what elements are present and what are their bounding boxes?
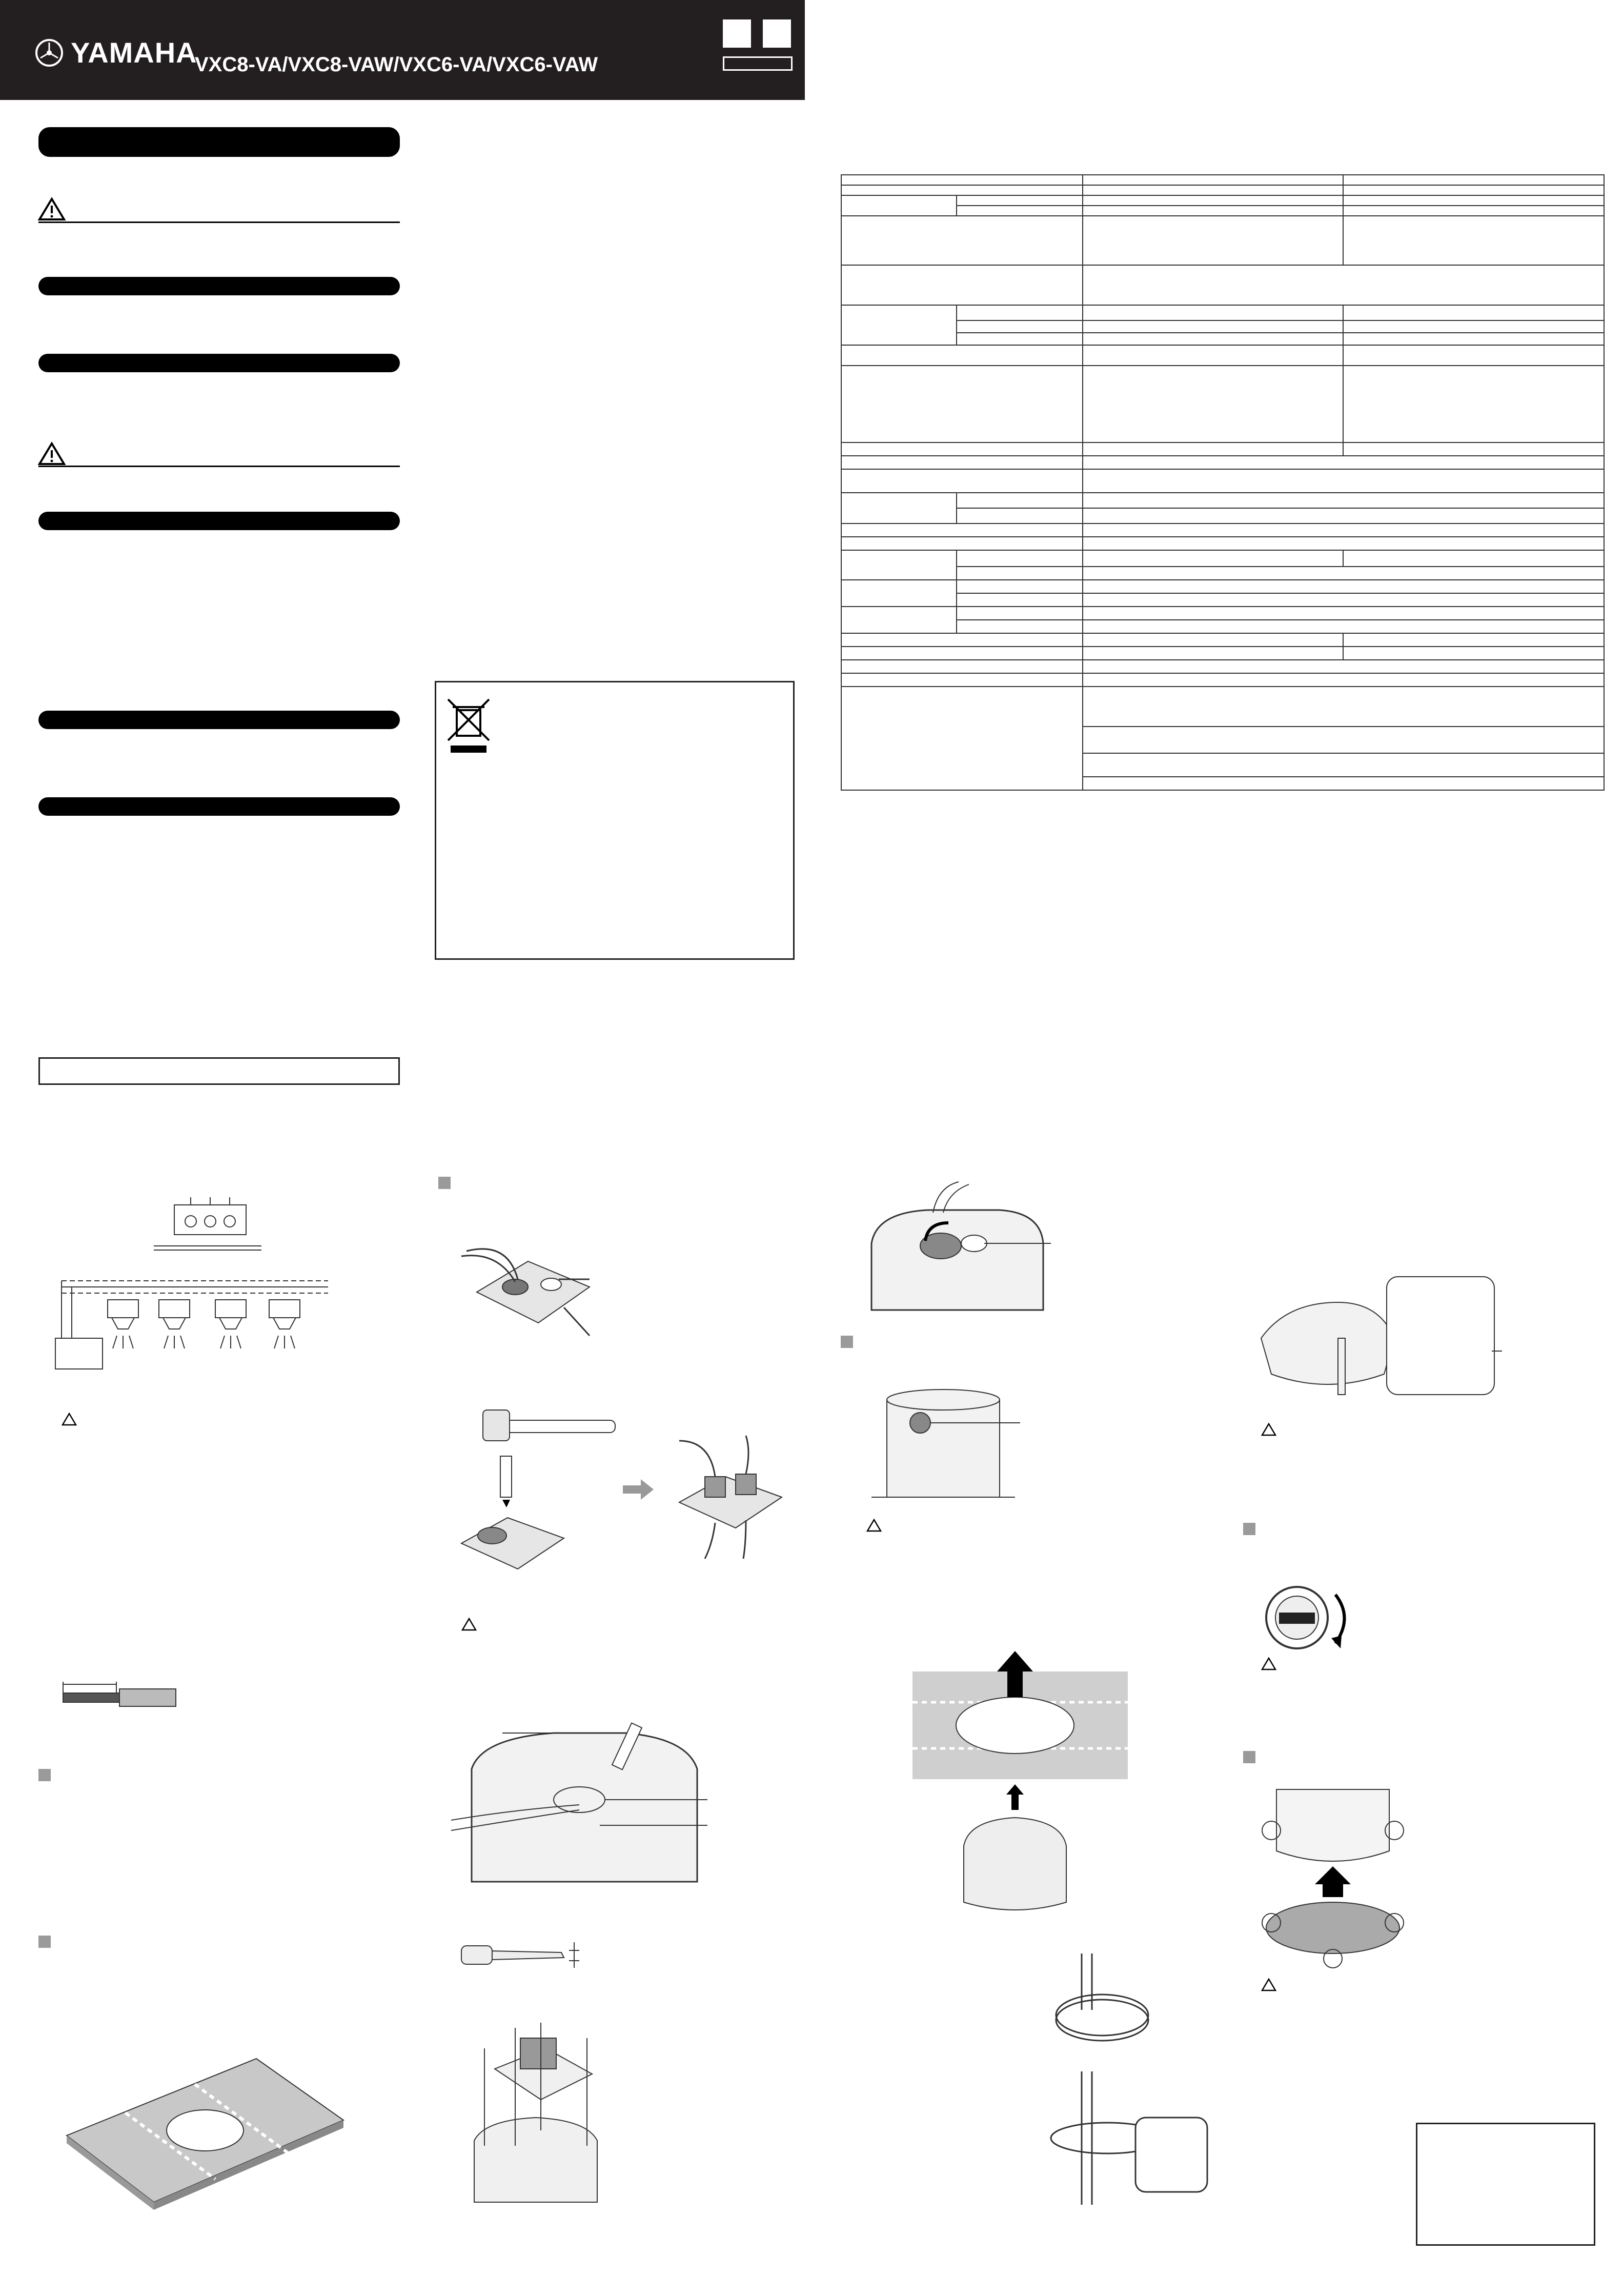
- weee-disposal-box: [435, 681, 795, 960]
- warning-triangle-icon: [1261, 1657, 1276, 1670]
- section-heading-bar-4: [38, 512, 400, 530]
- section-heading-bar-3: [38, 354, 400, 372]
- weee-crossed-bin-icon: [445, 697, 492, 753]
- ceiling-install-figure: [912, 1661, 1128, 1928]
- warning-triangle-icon: [1261, 1978, 1276, 1991]
- section-heading-bar-2: [38, 277, 400, 295]
- arrow-right-icon: [623, 1479, 654, 1500]
- section-heading-bar-6: [38, 797, 400, 816]
- section-square-icon: [841, 1336, 853, 1348]
- speaker-grille-figure: [1246, 1272, 1502, 1415]
- section-square-icon: [38, 1936, 51, 1948]
- wiring-diagram: [51, 1195, 338, 1379]
- language-box-1: [723, 19, 751, 48]
- cable-strip-diagram: [59, 1677, 192, 1718]
- tap-selector-dial-figure: [1264, 1584, 1356, 1656]
- warning-triangle-icon: [38, 442, 65, 466]
- warning-triangle-icon: [866, 1519, 882, 1532]
- yamaha-tuning-fork-logo: [35, 38, 64, 67]
- section-square-icon: [38, 1769, 51, 1781]
- model-title: VXC8-VA/VXC8-VAW/VXC6-VA/VXC6-VAW: [195, 53, 598, 76]
- section-square-icon: [1243, 1523, 1255, 1535]
- bracket-detail-figure-2: [1046, 2071, 1210, 2210]
- warning-triangle-icon: [38, 197, 65, 221]
- caution-rule-1: [38, 221, 400, 223]
- footer-box: [1416, 2123, 1595, 2246]
- header-band: [0, 0, 805, 100]
- completed-gland-figure: [669, 1431, 802, 1564]
- yamaha-logo: [35, 36, 197, 69]
- section-heading-bar-5: [38, 711, 400, 729]
- warning-triangle-icon: [62, 1413, 77, 1426]
- brand-name: YAMAHA: [71, 36, 197, 69]
- section-square-icon: [438, 1177, 451, 1189]
- caution-rule-2: [38, 466, 400, 467]
- speaker-side-figure: [866, 1384, 1020, 1507]
- screwdriver-tip-figure: [459, 1938, 582, 1974]
- gland-rotate-figure: [866, 1182, 1051, 1315]
- bracket-detail-figure-1: [1051, 1953, 1148, 2056]
- ceiling-board-figure: [62, 2048, 349, 2212]
- grille-attach-figure: [1261, 1789, 1410, 1974]
- warning-triangle-icon: [461, 1618, 477, 1631]
- warning-triangle-icon: [1261, 1423, 1276, 1436]
- cable-gland-figure: [456, 1231, 610, 1348]
- specifications-table: [841, 174, 1605, 791]
- section-square-icon: [1243, 1751, 1255, 1763]
- note-box: [38, 1057, 400, 1085]
- language-bar: [723, 56, 793, 71]
- language-box-2: [763, 19, 791, 48]
- gland-screws-figure: [464, 2018, 607, 2202]
- section-heading-bar-1: [38, 127, 400, 157]
- speaker-terminal-figure: [451, 1728, 718, 1892]
- hammer-knockout-figure: [451, 1405, 620, 1579]
